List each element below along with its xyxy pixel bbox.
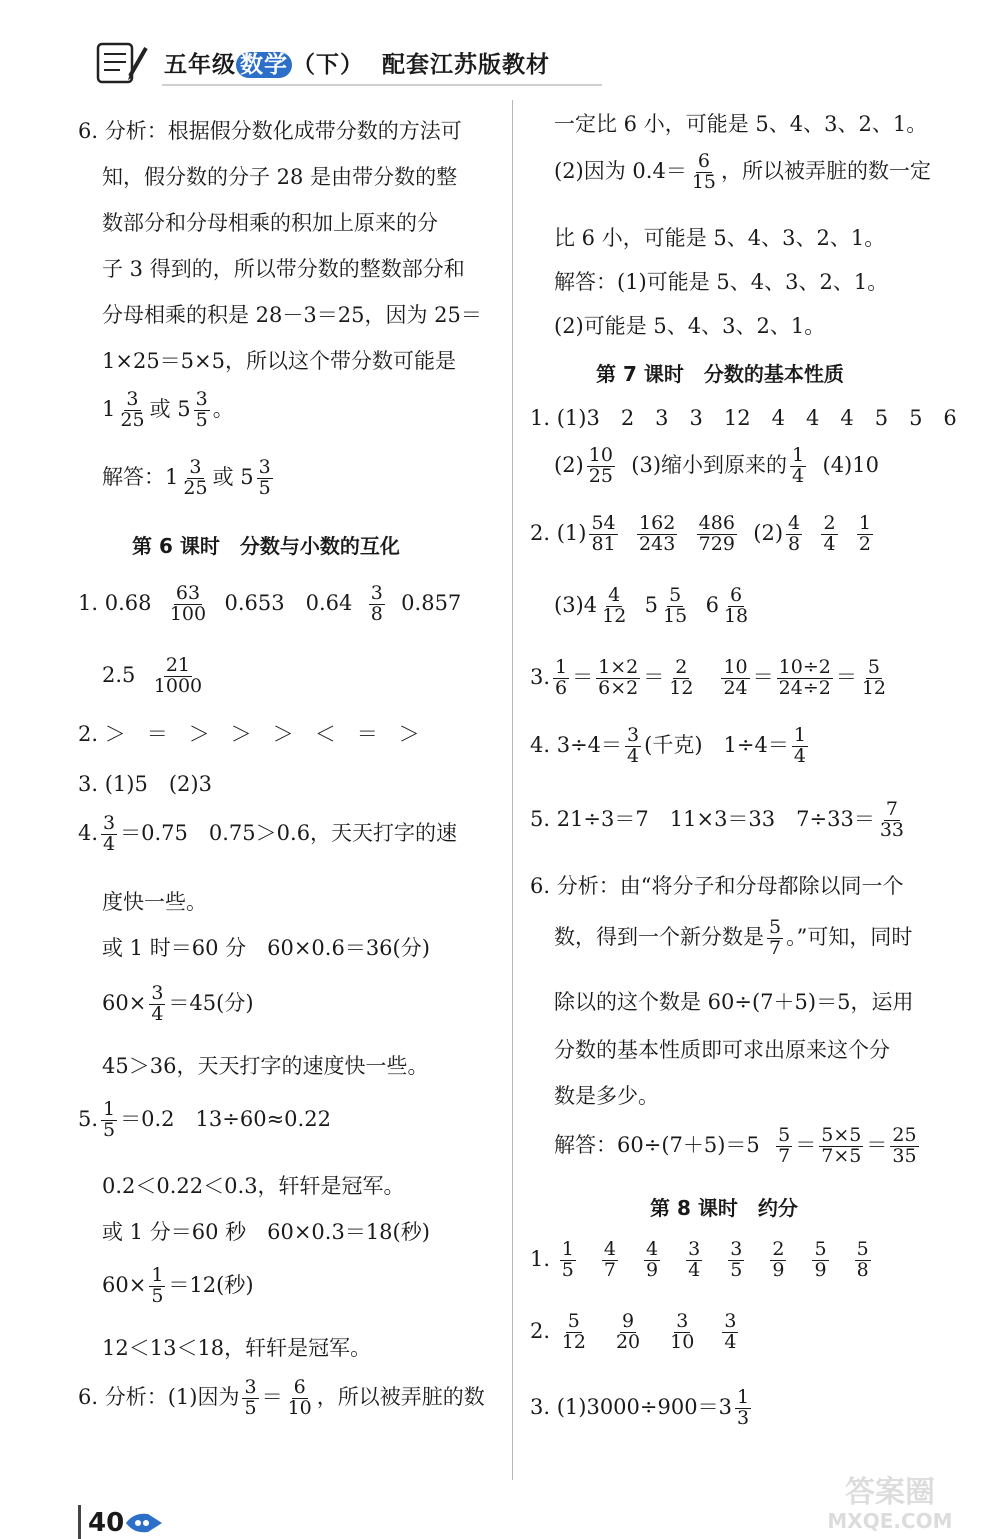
text: (2) [554,452,584,477]
text: (2) [753,520,784,545]
text: ，所以被弄脏的数 [316,1384,485,1409]
text: ＝ [866,1132,888,1157]
header-edition: 配套江苏版教材 [382,52,551,78]
text: (千克) 1÷4＝ [644,732,789,757]
right-s7-q1: 1. (1)3 2 3 3 12 4 4 4 5 5 6 [530,406,957,430]
text: (3)缩小到原来的 [631,452,788,477]
right-s8-q2 [530,1312,741,1353]
fraction: $\frac{5\times 5}{7\times 5}$ [821,1124,862,1167]
text: ＝ [261,1384,283,1409]
text: ＝0.2 13÷60≈0.22 [120,1106,331,1131]
fraction: $\frac{6}{15}$ [691,150,717,193]
fraction: $\frac{6}{18}$ [723,584,749,627]
text-line: 数部分和分母相乘的积加上原来的分 [102,211,438,235]
text: ＝ [795,1132,817,1157]
right-q6-cont-line3: 比 6 小，可能是 5、4、3、2、1。 [554,226,886,250]
fraction: $\frac{5}{9}$ [814,1238,827,1281]
text: 3. [530,664,551,689]
fraction: $\frac{6}{10}$ [287,1376,312,1419]
text: 1 [102,396,116,421]
fraction: $\frac{3}{4}$ [724,1310,737,1353]
right-s7-q6-line4: 分数的基本性质即可求出原来这个分 [554,1038,890,1062]
fraction: $\frac{3}{5}$ [730,1238,743,1281]
left-s6-q4-line2: 度快一些。 [102,890,207,914]
right-q6-cont-line1: 一定比 6 小，可能是 5、4、3、2、1。 [554,112,928,136]
fraction: $\frac{4}{9}$ [645,1238,659,1281]
right-s8-q3 [530,1388,754,1429]
fraction: $\frac{486}{729}$ [698,512,735,555]
section-heading: 第 7 课时 分数的基本性质 [596,362,844,386]
fraction: $\frac{5}{12}$ [561,1310,586,1353]
left-s6-q5-line2: 0.2＜0.22＜0.3，轩轩是冠军。 [102,1174,405,1198]
fraction: $\frac{1}{5}$ [103,1098,116,1141]
right-s7-q6-line2 [530,918,912,959]
svg-text:答案圈: 答案圈 [845,1475,935,1510]
text: ＝ [572,664,594,689]
text: ＝ [752,664,774,689]
fraction: $\frac{10}{24}$ [723,656,748,699]
text: 或 5 [149,396,191,421]
fraction: $\frac{162}{243}$ [639,512,676,555]
fraction: $\frac{1}{2}$ [858,512,872,555]
text: 5. 21÷3＝7 11×3＝33 7÷33＝ [530,806,875,831]
fraction: $\frac{63}{100}$ [169,582,207,625]
text: 2. (1) [530,520,587,545]
page-header [92,40,562,86]
right-q6-cont-line2 [530,152,931,193]
text: 2. [530,1318,551,1343]
page-number-bar [78,1505,81,1539]
fraction: $\frac{3}{8}$ [370,582,383,625]
text: 2.5 [102,662,136,687]
fraction: $\frac{1}{4}$ [792,444,805,487]
fraction: $\frac{4}{7}$ [603,1238,616,1281]
fraction: $\frac{1}{3}$ [736,1386,750,1429]
fraction: $\frac{3}{10}$ [670,1310,695,1353]
fraction: $\frac{3}{4}$ [627,724,640,767]
fraction: $\frac{5}{7}$ [769,916,782,959]
fraction: $\frac{3}{4}$ [103,812,116,855]
text: 。”可知，同时 [786,924,913,949]
text: ＝45(分) [168,990,254,1015]
text: 或 5 [212,464,254,489]
svg-text:MXQE.COM: MXQE.COM [827,1509,953,1532]
text: ，所以被弄脏的数一定 [721,158,932,183]
text: ＝12(秒) [168,1272,254,1297]
fraction: $\frac{1}{5}$ [561,1238,574,1281]
fraction: $\frac{1}{5}$ [151,1264,164,1307]
right-s7-q5 [530,800,909,841]
left-s6-q6-line1 [78,1378,485,1419]
fraction: $\frac{21}{1000}$ [153,654,203,697]
right-s7-q2-cont [530,586,753,627]
left-s6-q3: 3. (1)5 (2)3 [78,772,212,796]
watermark-logo [785,1470,995,1532]
fraction: $\frac{9}{20}$ [615,1310,641,1353]
text: 数，得到一个新分数是 [554,924,764,949]
text: 0.653 0.64 [224,590,353,615]
header-subject: 数学 [236,52,292,78]
text: 60× [102,1272,147,1297]
left-s6-q4-line4 [78,984,254,1025]
text: (3)4 [554,592,598,617]
fraction: $\frac{4}{12}$ [602,584,627,627]
left-s6-q5-line4 [78,1266,254,1307]
left-s6-q2: 2. ＞ ＝ ＞ ＞ ＞ ＜ ＝ ＞ [78,722,420,746]
header-title [164,46,550,79]
page-number: 40 [88,1508,125,1538]
text: ＝ [835,664,857,689]
fraction: $\frac{2}{12}$ [669,656,694,699]
fraction: $\frac{10}{25}$ [588,444,613,487]
fraction: $\frac{2}{4}$ [823,512,836,555]
text: 解答：60÷(7＋5)＝5 [554,1132,760,1157]
header-grade: 五年级 [164,52,236,78]
fraction: $\frac{5}{8}$ [856,1238,869,1281]
fraction: $\frac{3}{4}$ [688,1238,701,1281]
right-s7-q6-line3: 除以的这个数是 60÷(7＋5)＝5，运用 [554,990,914,1014]
text-line: 6. 分析：根据假分数化成带分数的方法可 [78,119,462,143]
fraction: $\frac{3}{5}$ [258,456,271,499]
left-s6-q5-line5: 12＜13＜18，轩轩是冠军。 [102,1336,372,1360]
fraction: $\frac{1}{6}$ [555,656,568,699]
text: ＝ [643,664,665,689]
text-line: 分母相乘的积是 28－3＝25，因为 25＝ [102,303,482,327]
text: (2)因为 0.4＝ [554,158,687,183]
left-s6-q4-line5: 45＞36，天天打字的速度快一些。 [102,1054,429,1078]
left-s6-q5-line1 [78,1100,331,1141]
page-mascot-icon [124,1512,164,1534]
fraction: $\frac{4}{8}$ [788,512,801,555]
right-s7-q6-answer [530,1126,922,1167]
left-s6-q1 [78,584,461,625]
text: 4. [78,820,99,845]
left-s6-q4-line1 [78,814,457,855]
text: 3. (1)3000÷900＝3 [530,1394,732,1419]
right-q6-answer2: (2)可能是 5、4、3、2、1。 [554,314,826,338]
fraction: $\frac{3}{25}$ [183,456,208,499]
left-s6-q4-line3: 或 1 时＝60 分 60×0.6＝36(分) [102,936,430,960]
fraction: $\frac{10\div 2}{24\div 2}$ [778,656,831,699]
text: 5 [644,592,659,617]
text: ＝0.75 0.75＞0.6，天天打字的速 [120,820,458,845]
text: 5. [78,1106,99,1131]
text: 6 [705,592,719,617]
right-s7-q3 [530,658,891,699]
text: 6. 分析：(1)因为 [78,1384,240,1409]
text: 1. [530,1246,551,1271]
fraction: $\frac{5}{15}$ [663,584,688,627]
left-s6-q5-line3: 或 1 分＝60 秒 60×0.3＝18(秒) [102,1220,430,1244]
right-q6-answer1: 解答：(1)可能是 5、4、3、2、1。 [554,270,889,294]
text: 60× [102,990,147,1015]
text-line: 1×25＝5×5，所以这个带分数可能是 [102,349,456,373]
left-q6-analysis [78,108,482,384]
fraction: $\frac{2}{9}$ [772,1238,785,1281]
left-q6-mixed-numbers [78,390,234,431]
section-heading: 第 8 课时 约分 [650,1196,798,1220]
fraction: $\frac{25}{35}$ [892,1124,917,1167]
fraction: $\frac{54}{81}$ [591,512,616,555]
text-line: 知，假分数的分子 28 是由带分数的整 [102,165,458,189]
text: 0.857 [401,590,462,615]
right-s7-q6-line5: 数是多少。 [554,1084,659,1108]
fraction: $\frac{1\times 2}{6\times 2}$ [598,656,639,699]
fraction: $\frac{7}{33}$ [879,798,905,841]
left-q6-answer [78,458,276,499]
left-s6-q1-cont [78,656,207,697]
fraction: $\frac{3}{4}$ [151,982,164,1025]
text: (4)10 [822,452,879,477]
right-s8-q1 [530,1240,874,1281]
column-divider [512,100,513,1480]
fraction: $\frac{3}{25}$ [120,388,145,431]
text: 1. 0.68 [78,590,152,615]
header-underline [162,84,602,86]
fraction: $\frac{5}{12}$ [861,656,887,699]
right-s7-q1-cont [530,446,879,487]
fraction: $\frac{5}{7}$ [778,1124,791,1167]
text: 4. 3÷4＝ [530,732,623,757]
text: 。 [212,396,234,421]
text: 解答：1 [102,464,179,489]
right-s7-q4 [530,726,811,767]
section-heading: 第 6 课时 分数与小数的互化 [132,534,400,558]
right-s7-q6-line1: 6. 分析：由“将分子和分母都除以同一个 [530,874,904,898]
fraction: $\frac{3}{5}$ [244,1376,257,1419]
header-term: （下） [292,52,364,78]
fraction: $\frac{3}{5}$ [195,388,208,431]
fraction: $\frac{1}{4}$ [793,724,806,767]
right-s7-q2 [530,514,876,555]
notebook-pen-icon [92,40,152,86]
text-line: 子 3 得到的，所以带分数的整数部分和 [102,257,465,281]
